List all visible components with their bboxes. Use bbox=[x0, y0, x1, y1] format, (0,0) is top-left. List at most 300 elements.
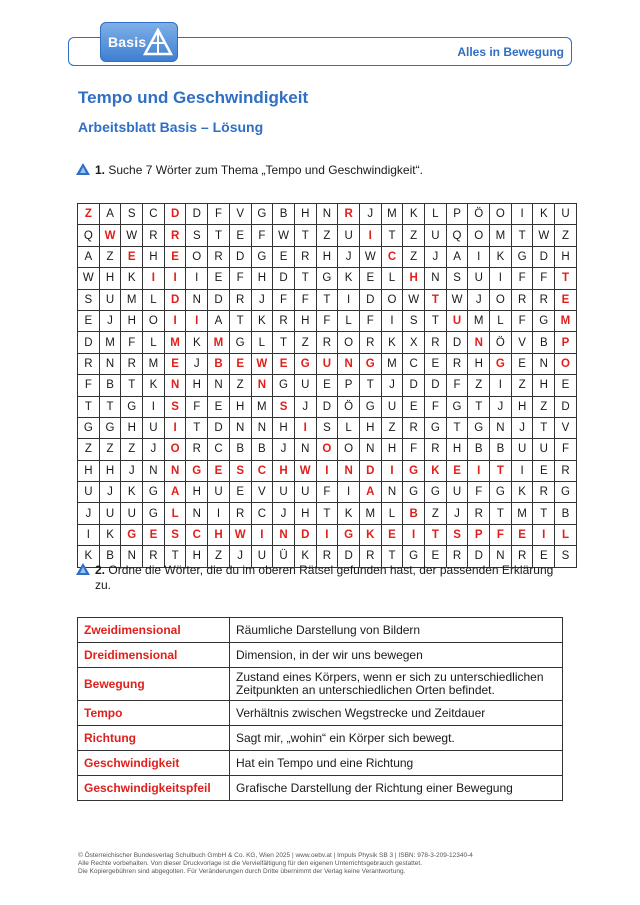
grid-cell: W bbox=[251, 353, 273, 374]
grid-cell: Ö bbox=[338, 396, 360, 417]
grid-cell: E bbox=[533, 546, 555, 567]
matching-row bbox=[78, 751, 563, 776]
grid-cell: D bbox=[533, 246, 555, 267]
grid-cell: Z bbox=[425, 503, 447, 524]
grid-cell: S bbox=[555, 546, 577, 567]
grid-cell: K bbox=[425, 460, 447, 481]
grid-cell: K bbox=[403, 204, 425, 225]
grid-cell: I bbox=[511, 204, 533, 225]
grid-cell: C bbox=[143, 204, 165, 225]
grid-cell: M bbox=[381, 204, 403, 225]
grid-cell: I bbox=[186, 310, 208, 331]
grid-cell: E bbox=[316, 375, 338, 396]
grid-row bbox=[78, 353, 577, 374]
definition-cell: Verhältnis zwischen Wegstrecke und Zeitdauer bbox=[230, 701, 563, 726]
grid-cell: M bbox=[164, 332, 186, 353]
grid-cell: U bbox=[121, 503, 143, 524]
grid-cell: D bbox=[164, 204, 186, 225]
grid-cell: I bbox=[208, 503, 230, 524]
grid-row bbox=[78, 246, 577, 267]
grid-cell: T bbox=[164, 546, 186, 567]
grid-cell: R bbox=[316, 332, 338, 353]
grid-cell: G bbox=[359, 353, 381, 374]
grid-cell: U bbox=[294, 482, 316, 503]
grid-cell: S bbox=[121, 204, 143, 225]
grid-cell: C bbox=[208, 439, 230, 460]
grid-cell: G bbox=[273, 375, 295, 396]
grid-cell: R bbox=[511, 546, 533, 567]
grid-cell: S bbox=[273, 396, 295, 417]
grid-cell: N bbox=[208, 375, 230, 396]
grid-cell: U bbox=[208, 482, 230, 503]
grid-cell: B bbox=[533, 332, 555, 353]
grid-cell: L bbox=[251, 332, 273, 353]
grid-cell: Z bbox=[381, 417, 403, 438]
grid-cell: D bbox=[555, 396, 577, 417]
grid-cell: I bbox=[316, 460, 338, 481]
grid-cell: N bbox=[121, 546, 143, 567]
grid-cell: E bbox=[121, 246, 143, 267]
grid-cell: J bbox=[359, 204, 381, 225]
grid-cell: N bbox=[143, 460, 165, 481]
grid-cell: J bbox=[381, 375, 403, 396]
grid-cell: Z bbox=[403, 225, 425, 246]
grid-row bbox=[78, 204, 577, 225]
grid-cell: I bbox=[381, 460, 403, 481]
grid-cell: B bbox=[468, 439, 490, 460]
grid-cell: M bbox=[511, 503, 533, 524]
matching-row bbox=[78, 776, 563, 801]
grid-cell: H bbox=[121, 310, 143, 331]
grid-cell: L bbox=[381, 503, 403, 524]
grid-cell: O bbox=[143, 310, 165, 331]
grid-cell: I bbox=[316, 524, 338, 545]
grid-cell: M bbox=[490, 225, 512, 246]
grid-cell: R bbox=[511, 289, 533, 310]
grid-cell: N bbox=[468, 332, 490, 353]
grid-cell: T bbox=[533, 417, 555, 438]
grid-cell: O bbox=[490, 204, 512, 225]
grid-cell: G bbox=[359, 396, 381, 417]
grid-cell: R bbox=[403, 417, 425, 438]
grid-cell: J bbox=[511, 417, 533, 438]
grid-row bbox=[78, 417, 577, 438]
grid-cell: M bbox=[208, 332, 230, 353]
grid-cell: D bbox=[273, 268, 295, 289]
grid-cell: H bbox=[186, 375, 208, 396]
grid-cell: S bbox=[446, 268, 468, 289]
grid-cell: O bbox=[338, 439, 360, 460]
grid-cell: S bbox=[186, 225, 208, 246]
grid-cell: F bbox=[316, 310, 338, 331]
grid-cell: U bbox=[294, 375, 316, 396]
grid-cell: Z bbox=[533, 396, 555, 417]
grid-cell: J bbox=[490, 396, 512, 417]
grid-cell: S bbox=[78, 289, 100, 310]
footer-line: Alle Rechte vorbehalten. Von dieser Druckvorlage ist die Vervielfältigung für den eigenen Unterrichtsgebrauch gestattet. bbox=[78, 860, 422, 867]
grid-row bbox=[78, 289, 577, 310]
grid-cell: Z bbox=[78, 439, 100, 460]
grid-cell: W bbox=[121, 225, 143, 246]
grid-cell: D bbox=[164, 289, 186, 310]
grid-cell: I bbox=[143, 268, 165, 289]
grid-cell: R bbox=[425, 439, 447, 460]
grid-cell: R bbox=[186, 439, 208, 460]
grid-cell: V bbox=[555, 417, 577, 438]
grid-cell: T bbox=[359, 375, 381, 396]
grid-cell: E bbox=[533, 460, 555, 481]
grid-cell: E bbox=[164, 353, 186, 374]
grid-cell: L bbox=[381, 268, 403, 289]
grid-cell: J bbox=[338, 246, 360, 267]
grid-cell: E bbox=[143, 524, 165, 545]
grid-cell: J bbox=[446, 503, 468, 524]
term-cell: Bewegung bbox=[78, 668, 230, 701]
grid-cell: B bbox=[229, 439, 251, 460]
grid-cell: W bbox=[294, 460, 316, 481]
definition-cell: Grafische Darstellung der Richtung einer Bewegung bbox=[230, 776, 563, 801]
grid-row bbox=[78, 268, 577, 289]
publisher-logo bbox=[100, 22, 178, 62]
grid-cell: Z bbox=[99, 439, 121, 460]
grid-cell: D bbox=[208, 289, 230, 310]
grid-cell: R bbox=[208, 246, 230, 267]
grid-cell: N bbox=[99, 353, 121, 374]
grid-cell: J bbox=[121, 460, 143, 481]
grid-cell: J bbox=[99, 310, 121, 331]
grid-cell: G bbox=[446, 396, 468, 417]
grid-cell: G bbox=[294, 353, 316, 374]
grid-cell: R bbox=[229, 289, 251, 310]
grid-cell: K bbox=[78, 546, 100, 567]
definition-cell: Zustand eines Körpers, wenn er sich zu unterschiedlichen Zeitpunkten an unterschiedlichen Orten befindet. bbox=[230, 668, 563, 701]
task-triangle-icon bbox=[76, 563, 90, 575]
grid-cell: U bbox=[99, 289, 121, 310]
grid-cell: M bbox=[99, 332, 121, 353]
grid-cell: G bbox=[490, 353, 512, 374]
grid-cell: J bbox=[186, 353, 208, 374]
grid-cell: N bbox=[164, 375, 186, 396]
grid-cell: I bbox=[186, 268, 208, 289]
grid-cell: I bbox=[468, 460, 490, 481]
grid-cell: H bbox=[294, 204, 316, 225]
grid-cell: M bbox=[121, 289, 143, 310]
grid-cell: E bbox=[555, 375, 577, 396]
word-search-grid bbox=[77, 203, 577, 568]
grid-cell: Z bbox=[316, 225, 338, 246]
grid-cell: B bbox=[208, 353, 230, 374]
grid-cell: P bbox=[555, 332, 577, 353]
grid-cell: Z bbox=[403, 246, 425, 267]
grid-cell: O bbox=[316, 439, 338, 460]
grid-cell: D bbox=[186, 204, 208, 225]
grid-cell: F bbox=[511, 310, 533, 331]
grid-cell: K bbox=[121, 268, 143, 289]
grid-cell: G bbox=[229, 332, 251, 353]
grid-cell: G bbox=[121, 396, 143, 417]
grid-cell: S bbox=[446, 524, 468, 545]
grid-cell: Q bbox=[78, 225, 100, 246]
grid-cell: C bbox=[251, 503, 273, 524]
grid-cell: E bbox=[381, 524, 403, 545]
grid-cell: R bbox=[533, 482, 555, 503]
grid-cell: R bbox=[359, 332, 381, 353]
grid-cell: R bbox=[316, 546, 338, 567]
grid-cell: I bbox=[143, 396, 165, 417]
grid-cell: A bbox=[359, 482, 381, 503]
grid-cell: C bbox=[403, 353, 425, 374]
grid-cell: T bbox=[425, 310, 447, 331]
grid-cell: R bbox=[533, 289, 555, 310]
grid-cell: O bbox=[164, 439, 186, 460]
grid-cell: R bbox=[446, 353, 468, 374]
definition-cell: Sagt mir, „wohin“ ein Körper sich bewegt. bbox=[230, 726, 563, 751]
grid-cell: I bbox=[78, 524, 100, 545]
grid-cell: I bbox=[468, 246, 490, 267]
grid-cell: U bbox=[251, 546, 273, 567]
grid-cell: E bbox=[511, 524, 533, 545]
grid-cell: I bbox=[511, 460, 533, 481]
grid-cell: S bbox=[403, 310, 425, 331]
grid-cell: K bbox=[338, 503, 360, 524]
grid-cell: K bbox=[251, 310, 273, 331]
grid-cell: Z bbox=[555, 225, 577, 246]
matching-table bbox=[77, 617, 563, 801]
grid-row bbox=[78, 396, 577, 417]
footer bbox=[78, 852, 473, 876]
grid-cell: N bbox=[229, 417, 251, 438]
grid-cell: E bbox=[359, 268, 381, 289]
grid-cell: A bbox=[164, 482, 186, 503]
grid-cell: E bbox=[229, 225, 251, 246]
grid-cell: T bbox=[425, 289, 447, 310]
grid-cell: U bbox=[446, 310, 468, 331]
grid-cell: D bbox=[338, 546, 360, 567]
grid-cell: Q bbox=[446, 225, 468, 246]
grid-cell: T bbox=[555, 268, 577, 289]
grid-cell: V bbox=[229, 204, 251, 225]
grid-cell: W bbox=[533, 225, 555, 246]
grid-cell: I bbox=[403, 524, 425, 545]
grid-cell: E bbox=[403, 396, 425, 417]
grid-cell: F bbox=[273, 289, 295, 310]
grid-cell: B bbox=[273, 204, 295, 225]
grid-cell: R bbox=[294, 246, 316, 267]
grid-row bbox=[78, 375, 577, 396]
grid-cell: I bbox=[251, 524, 273, 545]
grid-cell: T bbox=[294, 268, 316, 289]
grid-cell: N bbox=[186, 503, 208, 524]
grid-cell: Ü bbox=[273, 546, 295, 567]
grid-cell: N bbox=[294, 439, 316, 460]
matching-row bbox=[78, 726, 563, 751]
grid-row bbox=[78, 439, 577, 460]
grid-cell: D bbox=[78, 332, 100, 353]
grid-cell: T bbox=[381, 225, 403, 246]
grid-cell: Z bbox=[468, 375, 490, 396]
grid-cell: G bbox=[316, 268, 338, 289]
grid-cell: A bbox=[99, 204, 121, 225]
grid-cell: I bbox=[490, 268, 512, 289]
grid-cell: L bbox=[490, 310, 512, 331]
grid-cell: G bbox=[251, 246, 273, 267]
grid-cell: K bbox=[381, 332, 403, 353]
grid-cell: N bbox=[425, 268, 447, 289]
grid-cell: D bbox=[229, 246, 251, 267]
grid-cell: Z bbox=[121, 439, 143, 460]
grid-cell: L bbox=[164, 503, 186, 524]
grid-cell: H bbox=[99, 268, 121, 289]
grid-cell: U bbox=[273, 482, 295, 503]
grid-cell: L bbox=[338, 310, 360, 331]
grid-cell: E bbox=[511, 353, 533, 374]
grid-cell: H bbox=[121, 417, 143, 438]
grid-cell: G bbox=[425, 417, 447, 438]
grid-row bbox=[78, 482, 577, 503]
grid-cell: H bbox=[273, 417, 295, 438]
grid-cell: Z bbox=[208, 546, 230, 567]
grid-cell: T bbox=[229, 310, 251, 331]
grid-cell: P bbox=[468, 524, 490, 545]
grid-cell: F bbox=[555, 439, 577, 460]
grid-cell: R bbox=[446, 546, 468, 567]
grid-cell: N bbox=[338, 353, 360, 374]
grid-cell: I bbox=[164, 268, 186, 289]
grid-cell: V bbox=[511, 332, 533, 353]
grid-cell: G bbox=[403, 482, 425, 503]
grid-cell: E bbox=[273, 353, 295, 374]
matching-row bbox=[78, 618, 563, 643]
grid-row bbox=[78, 310, 577, 331]
grid-cell: G bbox=[186, 460, 208, 481]
grid-cell: G bbox=[251, 204, 273, 225]
term-cell: Richtung bbox=[78, 726, 230, 751]
task-2-text: Ordne die Wörter, die du im oberen Rätsel gefunden hast, der passenden Erklärung zu. bbox=[95, 563, 554, 592]
grid-cell: D bbox=[446, 332, 468, 353]
grid-cell: D bbox=[294, 524, 316, 545]
grid-cell: L bbox=[425, 204, 447, 225]
grid-cell: G bbox=[555, 482, 577, 503]
grid-cell: F bbox=[316, 482, 338, 503]
footer-line: © Österreichischer Bundesverlag Schulbuch GmbH & Co. KG, Wien 2025 | www.oebv.at | Impuls Physik SB 3 | ISBN: 978-3-209-12340-4 bbox=[78, 852, 473, 859]
grid-cell: H bbox=[446, 439, 468, 460]
grid-cell: N bbox=[338, 460, 360, 481]
grid-cell: F bbox=[511, 268, 533, 289]
grid-cell: W bbox=[273, 225, 295, 246]
grid-cell: C bbox=[186, 524, 208, 545]
task-triangle-icon bbox=[76, 163, 90, 175]
grid-cell: K bbox=[511, 482, 533, 503]
grid-cell: H bbox=[533, 375, 555, 396]
grid-cell: B bbox=[99, 375, 121, 396]
grid-cell: T bbox=[99, 396, 121, 417]
grid-cell: G bbox=[121, 524, 143, 545]
grid-cell: R bbox=[229, 503, 251, 524]
grid-row bbox=[78, 225, 577, 246]
grid-cell: H bbox=[555, 246, 577, 267]
definition-cell: Dimension, in der wir uns bewegen bbox=[230, 643, 563, 668]
grid-cell: Z bbox=[78, 204, 100, 225]
grid-cell: T bbox=[381, 546, 403, 567]
grid-cell: U bbox=[555, 204, 577, 225]
footer-line: Die Kopiergebühren sind abgegolten. Für Veränderungen durch Dritte übernimmt der Verlag keine Verantwortung. bbox=[78, 868, 406, 875]
grid-cell: I bbox=[381, 310, 403, 331]
task-1-text: Suche 7 Wörter zum Thema „Tempo und Geschwindigkeit“. bbox=[108, 163, 423, 177]
grid-cell: M bbox=[359, 503, 381, 524]
grid-cell: D bbox=[468, 546, 490, 567]
grid-cell: C bbox=[251, 460, 273, 481]
grid-cell: H bbox=[316, 246, 338, 267]
grid-cell: E bbox=[208, 460, 230, 481]
grid-cell: H bbox=[143, 246, 165, 267]
grid-cell: F bbox=[208, 204, 230, 225]
grid-cell: J bbox=[99, 482, 121, 503]
grid-cell: K bbox=[338, 268, 360, 289]
grid-cell: R bbox=[143, 225, 165, 246]
grid-cell: T bbox=[208, 225, 230, 246]
grid-cell: F bbox=[359, 310, 381, 331]
grid-cell: F bbox=[468, 482, 490, 503]
grid-cell: S bbox=[229, 460, 251, 481]
definition-cell: Räumliche Darstellung von Bildern bbox=[230, 618, 563, 643]
grid-cell: L bbox=[143, 289, 165, 310]
grid-cell: N bbox=[533, 353, 555, 374]
grid-cell: H bbox=[403, 268, 425, 289]
grid-cell: F bbox=[446, 375, 468, 396]
grid-cell: E bbox=[208, 396, 230, 417]
grid-cell: U bbox=[446, 482, 468, 503]
grid-cell: N bbox=[359, 439, 381, 460]
grid-row bbox=[78, 503, 577, 524]
grid-cell: B bbox=[99, 546, 121, 567]
grid-cell: D bbox=[359, 460, 381, 481]
grid-cell: U bbox=[143, 417, 165, 438]
grid-cell: H bbox=[468, 353, 490, 374]
grid-cell: T bbox=[316, 503, 338, 524]
grid-cell: W bbox=[403, 289, 425, 310]
grid-cell: I bbox=[338, 482, 360, 503]
grid-cell: G bbox=[99, 417, 121, 438]
grid-cell: U bbox=[533, 439, 555, 460]
grid-cell: A bbox=[208, 310, 230, 331]
grid-cell: J bbox=[229, 546, 251, 567]
grid-cell: W bbox=[359, 246, 381, 267]
grid-cell: T bbox=[273, 332, 295, 353]
grid-cell: E bbox=[78, 310, 100, 331]
grid-cell: I bbox=[533, 524, 555, 545]
grid-cell: T bbox=[294, 225, 316, 246]
grid-cell: O bbox=[468, 225, 490, 246]
grid-cell: I bbox=[338, 289, 360, 310]
grid-cell: I bbox=[164, 310, 186, 331]
grid-cell: R bbox=[338, 204, 360, 225]
grid-cell: B bbox=[403, 503, 425, 524]
matching-row bbox=[78, 643, 563, 668]
task-1-number: 1. bbox=[95, 163, 106, 177]
grid-cell: R bbox=[121, 353, 143, 374]
grid-cell: F bbox=[533, 268, 555, 289]
grid-cell: L bbox=[338, 417, 360, 438]
grid-cell: D bbox=[425, 375, 447, 396]
grid-cell: N bbox=[164, 460, 186, 481]
grid-cell: F bbox=[490, 524, 512, 545]
grid-cell: K bbox=[359, 524, 381, 545]
grid-cell: G bbox=[78, 417, 100, 438]
grid-cell: R bbox=[273, 310, 295, 331]
grid-cell: N bbox=[490, 546, 512, 567]
grid-cell: E bbox=[164, 246, 186, 267]
page-subtitle: Arbeitsblatt Basis – Lösung bbox=[78, 119, 264, 135]
